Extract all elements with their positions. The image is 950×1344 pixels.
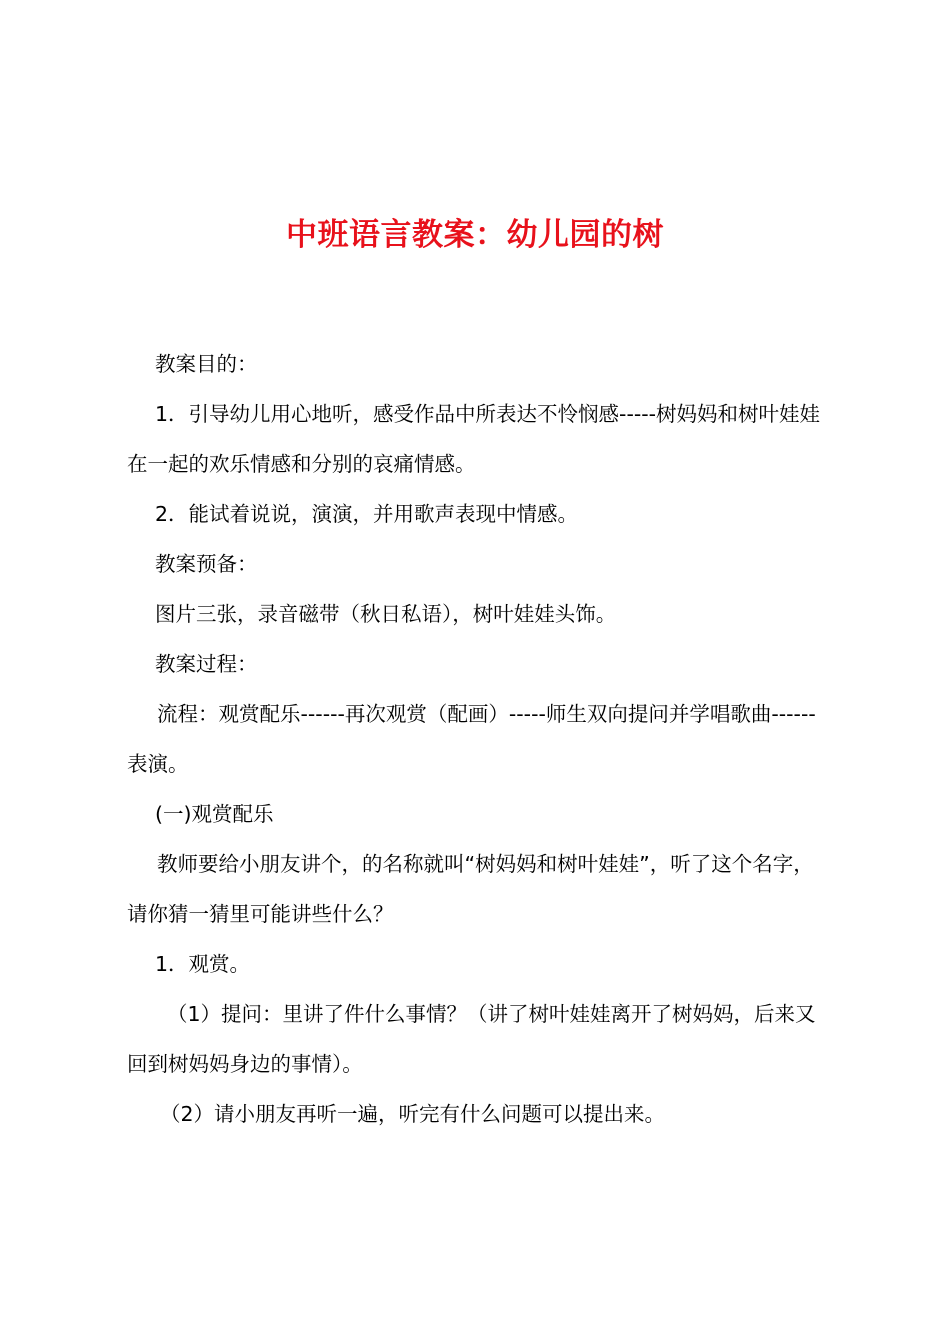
paragraph-step-1-listen-again: （2）请小朋友再听一遍，听完有什么问题可以提出来。 bbox=[160, 1102, 666, 1126]
document-title: 中班语言教案：幼儿园的树 bbox=[286, 217, 664, 253]
paragraph-step-1: 1．观赏。 bbox=[155, 952, 251, 976]
paragraph-process-flow: 流程：观赏配乐------再次观赏（配画）-----师生双向提问并学唱歌曲------表演。 bbox=[127, 702, 816, 776]
paragraph-preparation-heading: 教案预备： bbox=[155, 552, 258, 576]
paragraph-objective-2: 2．能试着说说，演演，并用歌声表现中情感。 bbox=[155, 502, 579, 526]
paragraph-objective-heading: 教案目的： bbox=[155, 352, 258, 376]
paragraph-section-one: (一)观赏配乐 bbox=[155, 802, 274, 826]
paragraph-preparation-items: 图片三张，录音磁带（秋日私语），树叶娃娃头饰。 bbox=[155, 602, 617, 626]
paragraph-teacher-intro: 教师要给小朋友讲个，的名称就叫“树妈妈和树叶娃娃”，听了这个名字，请你猜一猜里可能讲些什么？ bbox=[127, 852, 814, 926]
paragraph-process-heading: 教案过程： bbox=[155, 652, 258, 676]
paragraph-step-1-question: （1）提问：里讲了件什么事情？（讲了树叶娃娃离开了树妈妈，后来又回到树妈妈身边的事情）。 bbox=[127, 1002, 816, 1076]
document-body bbox=[127, 339, 833, 1139]
paragraph-objective-1: 1．引导幼儿用心地听，感受作品中所表达不怜悯感-----树妈妈和树叶娃娃在一起的欢乐情感和分别的哀痛情感。 bbox=[127, 402, 821, 476]
